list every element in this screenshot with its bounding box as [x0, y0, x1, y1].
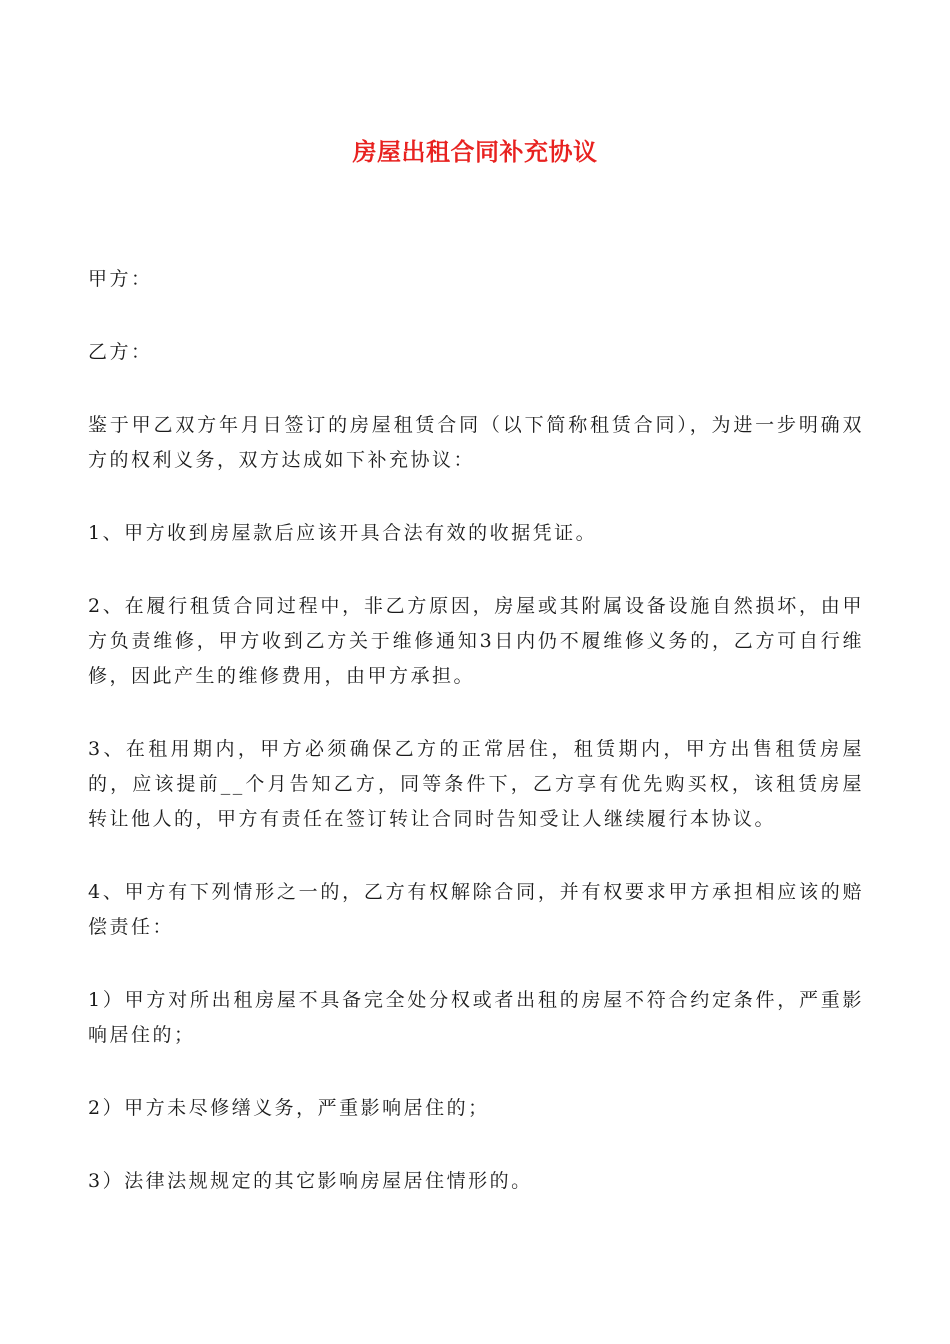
document-title: 房屋出租合同补充协议 [352, 138, 598, 166]
clause-4-item-2: 2）甲方未尽修缮义务，严重影响居住的； [88, 1097, 490, 1119]
clause-4-item-1: 1）甲方对所出租房屋不具备完全处分权或者出租的房屋不符合约定条件，严重影响居住的； [88, 989, 864, 1046]
preamble-paragraph: 鉴于甲乙双方年月日签订的房屋租赁合同（以下简称租赁合同），为进一步明确双方的权利义务，双方达成如下补充协议： [88, 414, 864, 471]
clause-4: 4、甲方有下列情形之一的，乙方有权解除合同，并有权要求甲方承担相应该的赔偿责任： [88, 881, 864, 938]
document-body [88, 262, 864, 1237]
clause-1: 1、甲方收到房屋款后应该开具合法有效的收据凭证。 [88, 522, 598, 544]
party-a-line: 甲方： [88, 268, 153, 290]
clause-4-item-3: 3）法律法规规定的其它影响房屋居住情形的。 [88, 1170, 533, 1192]
clause-3: 3、在租用期内，甲方必须确保乙方的正常居住，租赁期内，甲方出售租赁房屋的，应该提前__个月告知乙方，同等条件下，乙方享有优先购买权，该租赁房屋转让他人的，甲方有责任在签订转让合同时告知受让人继续履行本协议。 [88, 738, 864, 830]
party-b-line: 乙方： [88, 341, 153, 363]
clause-2: 2、在履行租赁合同过程中，非乙方原因，房屋或其附属设备设施自然损坏，由甲方负责维修，甲方收到乙方关于维修通知3日内仍不履维修义务的，乙方可自行维修，因此产生的维修费用，由甲方承担。 [88, 595, 864, 687]
